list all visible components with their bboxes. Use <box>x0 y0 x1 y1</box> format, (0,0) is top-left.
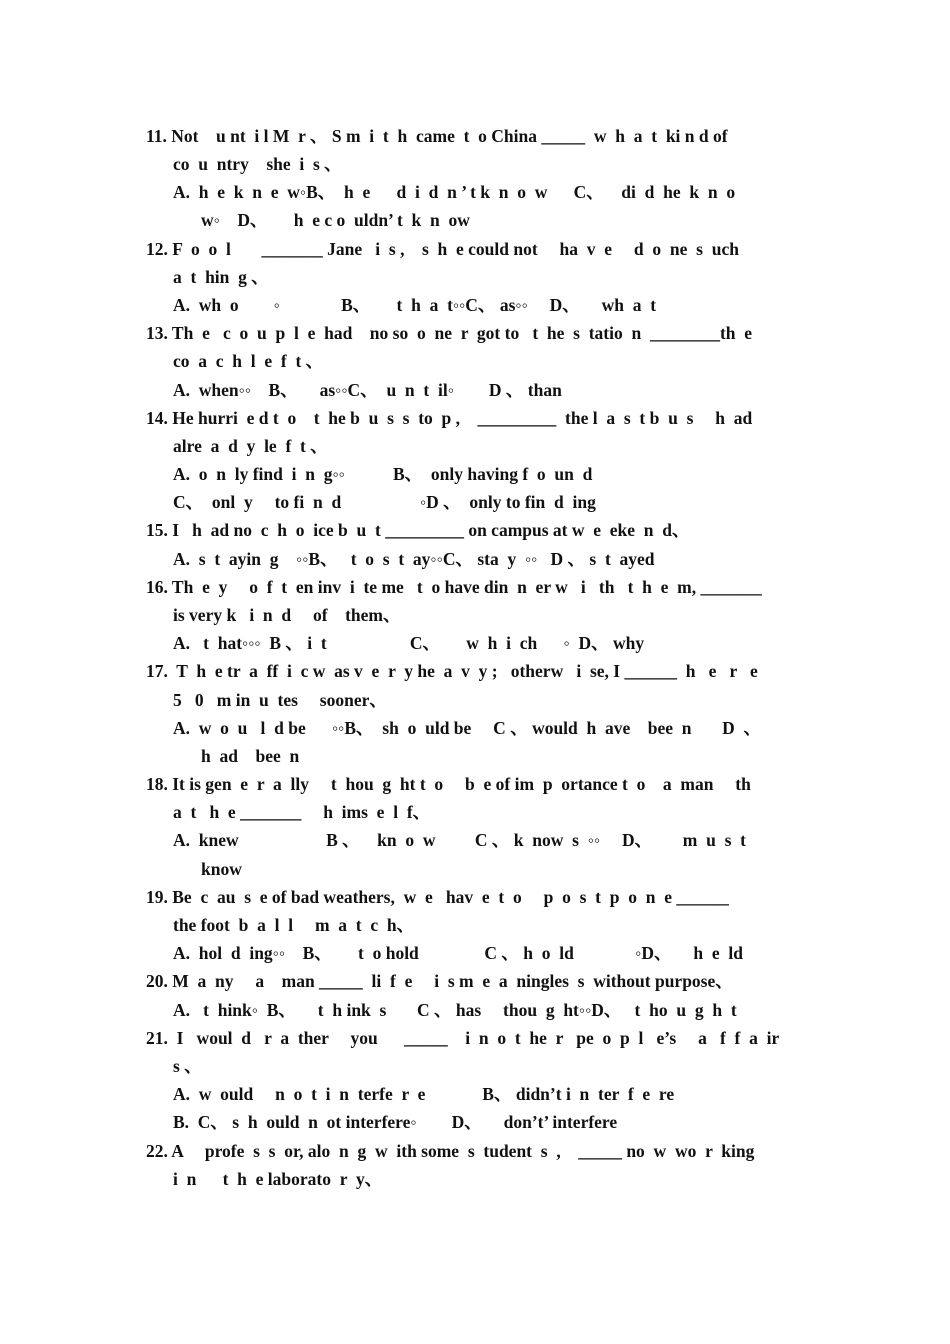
question-16-options: A. t hat◦◦◦ B 、 i t C、 w h i ch ◦ D、 why <box>173 633 645 653</box>
question-13-line-1: 13. Th e c o u p l e had no so o ne r got to t he s tatio n ________th e <box>146 323 753 343</box>
question-20-line-1: 20. M a ny a man _____ li f e i s m e a ningles s without purpose、 <box>146 971 733 991</box>
question-11-options-cont: w◦ D、 h e c o uldn’ t k n ow <box>201 210 470 230</box>
question-19-line-2: the foot b a l l m a t c h、 <box>173 915 415 935</box>
question-14-options-1: A. o n ly find i n g◦◦ B、 only having f o un d <box>173 464 593 484</box>
question-21-line-1: 21. I woul d r a ther you _____ i n o t he r pe o p l e’s a f f a ir <box>146 1028 780 1048</box>
question-11-options: A. h e k n e w◦B、 h e d i d n ’ t k n o w C、 di d he k n o <box>173 182 736 202</box>
question-16-line-2: is very k i n d of them、 <box>173 605 401 625</box>
question-17-line-1: 17. T h e tr a ff i c w as v e r y he a v y ; otherw i se, I ______ h e r e <box>146 661 758 681</box>
question-15-options: A. s t ayin g ◦◦B、 t o s t ay◦◦C、 sta y ◦◦ D 、 s t ayed <box>173 549 655 569</box>
question-16-line-1: 16. Th e y o f t en inv i te me t o have din n er w i th t h e m, _______ <box>146 577 762 597</box>
question-12-line-2: a t hin g 、 <box>173 267 269 287</box>
question-21-options-1: A. w ould n o t i n terfe r e B、 didn’t i n ter f e re <box>173 1084 675 1104</box>
question-20-options: A. t hink◦ B、 t h ink s C 、 has thou g ht◦◦D、 t ho u g h t <box>173 1000 737 1020</box>
question-18-line-2: a t h e _______ h ims e l f、 <box>173 802 431 822</box>
question-22-line-1: 22. A profe s s or, alo n g w ith some s tudent s , _____ no w wo r king <box>146 1141 755 1161</box>
question-21-line-2: s 、 <box>173 1056 202 1076</box>
question-21-options-2: B. C、 s h ould n ot interfere◦ D、 don’t’ interfere <box>173 1112 618 1132</box>
question-12-line-1: 12. F o o l _______ Jane i s , s h e could not ha v e d o ne s uch <box>146 239 739 259</box>
question-17-line-2: 5 0 m in u tes sooner、 <box>173 690 387 710</box>
question-14-line-1: 14. He hurri e d t o t he b u s s to p , _________ the l a s t b u s h ad <box>146 408 753 428</box>
question-18-line-1: 18. It is gen e r a lly t hou g ht t o b e of im p ortance t o a man th <box>146 774 751 794</box>
question-14-options-2: C、 onl y to fi n d ◦D 、 only to fin d ing <box>173 492 596 512</box>
question-18-options-cont: know <box>201 859 242 879</box>
question-11-line-2: co u ntry she i s 、 <box>173 154 342 174</box>
question-14-line-2: alre a d y le f t 、 <box>173 436 328 456</box>
question-17-options: A. w o u l d be ◦◦B、 sh o uld be C 、 would h ave bee n D 、 <box>173 718 762 738</box>
question-19-line-1: 19. Be c au s e of bad weathers, w e hav e t o p o s t p o n e ______ <box>146 887 729 907</box>
question-11-line-1: 11. Not u nt i l M r 、 S m i t h came t o China _____ w h a t ki n d of <box>146 126 728 146</box>
question-15-line-1: 15. I h ad no c h o ice b u t _________ on campus at w e eke n d、 <box>146 520 690 540</box>
question-12-options: A. wh o ◦ B、 t h a t◦◦C、 as◦◦ D、 wh a t <box>173 295 657 315</box>
question-13-options: A. when◦◦ B、 as◦◦C、 u n t il◦ D 、 than <box>173 380 562 400</box>
question-13-line-2: co a c h l e f t 、 <box>173 351 324 371</box>
question-17-options-cont: h ad bee n <box>201 746 300 766</box>
question-22-line-2: i n t h e laborato r y、 <box>173 1169 383 1189</box>
question-19-options: A. hol d ing◦◦ B、 t o hold C 、 h o ld ◦D、 h e ld <box>173 943 743 963</box>
question-18-options: A. knew B 、 kn o w C 、 k now s ◦◦ D、 m u s t <box>173 830 746 850</box>
